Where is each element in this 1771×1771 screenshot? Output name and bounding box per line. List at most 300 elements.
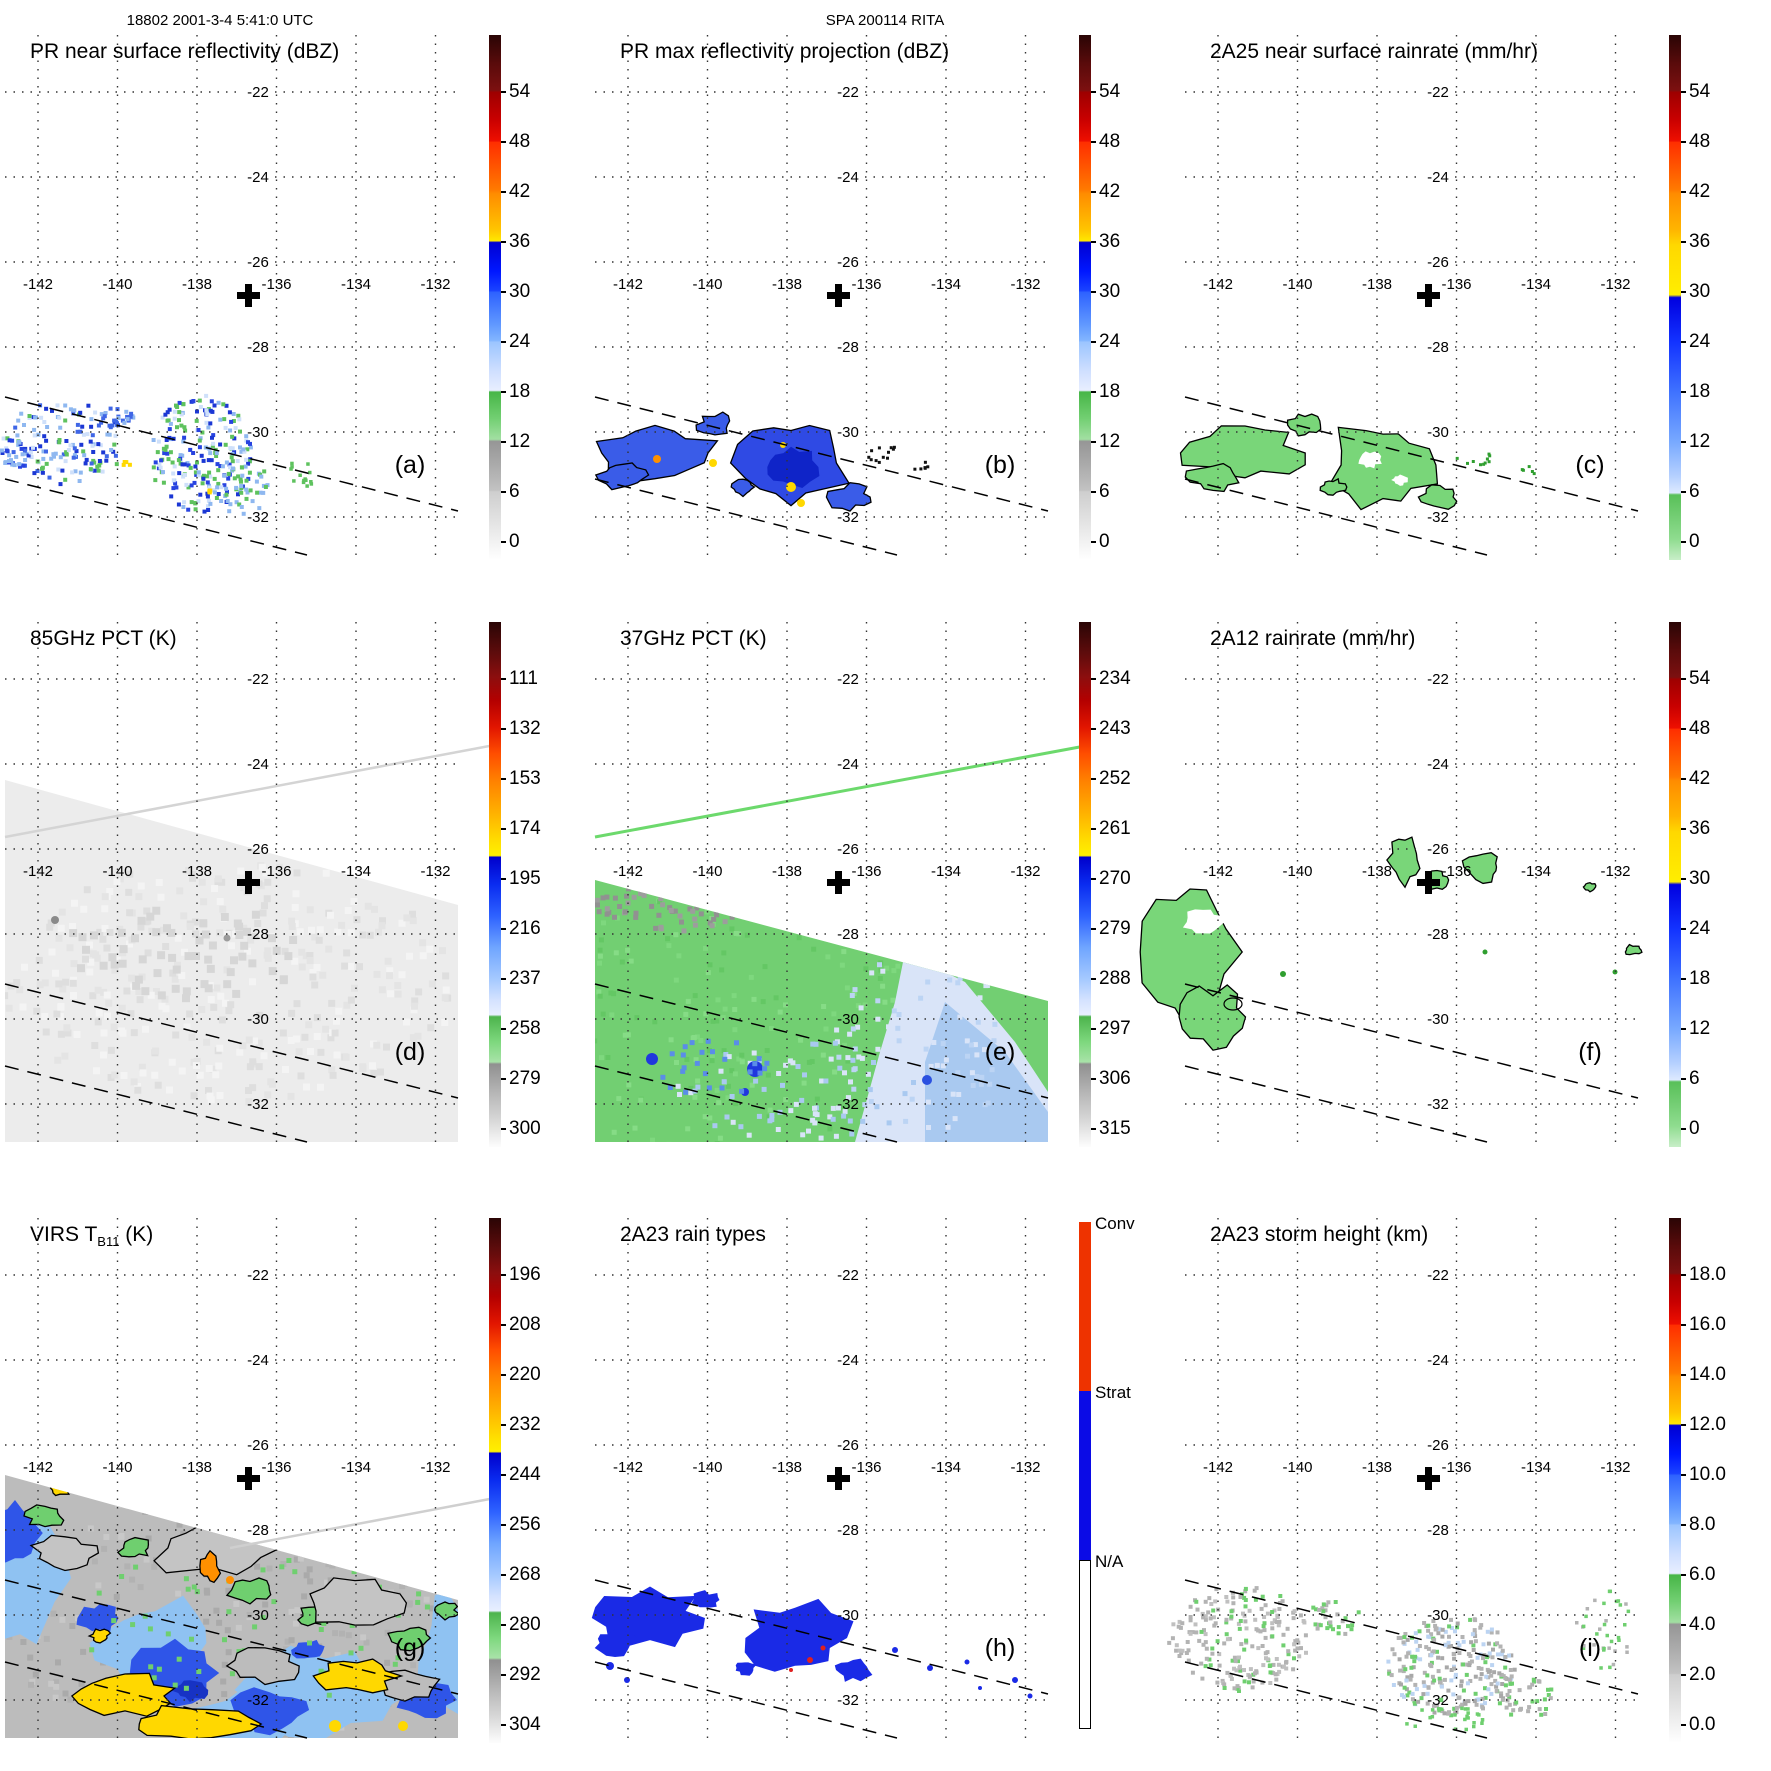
data-speckle <box>1292 1656 1296 1660</box>
data-speckle <box>887 451 890 454</box>
data-speckle <box>1204 1600 1208 1604</box>
data-speckle <box>289 1609 295 1615</box>
lon-label: -134 <box>930 276 962 293</box>
data-speckle <box>174 404 178 408</box>
data-speckle <box>1437 1709 1441 1713</box>
colorbar-tick <box>1681 1724 1686 1726</box>
data-speckle <box>215 496 219 500</box>
data-speckle <box>108 424 112 428</box>
data-speckle <box>1476 1712 1480 1716</box>
data-speckle <box>384 1660 390 1666</box>
colorbar-tick-label: 30 <box>1689 868 1711 889</box>
data-speckle <box>1449 1618 1453 1622</box>
data-speckle <box>360 1634 366 1640</box>
data-speckle <box>296 1048 303 1055</box>
data-blob <box>1179 985 1245 1050</box>
data-speckle <box>63 1024 70 1031</box>
data-speckle <box>197 428 201 432</box>
data-speckle <box>1291 1667 1295 1671</box>
data-speckle <box>1189 1632 1193 1636</box>
data-speckle <box>601 920 606 925</box>
data-speckle <box>211 885 218 892</box>
colorbar-tick-label: 288 <box>1099 968 1131 989</box>
data-speckle <box>1487 1642 1491 1646</box>
data-speckle <box>806 1129 811 1134</box>
lon-label: -136 <box>851 276 882 293</box>
data-speckle <box>77 964 85 972</box>
data-speckle <box>1229 1615 1233 1619</box>
data-speckle <box>1213 1599 1217 1603</box>
data-speckle <box>870 449 873 452</box>
data-speckle <box>252 1624 257 1629</box>
data-speckle <box>183 473 187 477</box>
data-speckle <box>228 942 235 949</box>
data-speckle <box>307 1641 312 1646</box>
data-speckle <box>1433 1624 1437 1628</box>
data-speckle <box>171 486 175 490</box>
data-speckle <box>925 1021 930 1026</box>
data-speckle <box>309 480 313 484</box>
colorbar-block-conv <box>1079 1222 1091 1391</box>
data-speckle <box>1199 1662 1203 1666</box>
data-speckle <box>167 457 171 461</box>
header-timestamp: 18802 2001-3-4 5:41:0 UTC <box>126 12 314 29</box>
data-speckle <box>1437 1669 1441 1673</box>
data-speckle <box>325 946 332 953</box>
data-speckle <box>924 461 927 464</box>
data-speckle <box>983 983 988 988</box>
data-speckle <box>33 1672 39 1678</box>
data-speckle <box>721 950 726 955</box>
data-speckle <box>235 923 243 931</box>
lat-label: -32 <box>837 509 859 526</box>
data-speckle <box>1284 1660 1288 1664</box>
colorbar-tick <box>1681 1274 1686 1276</box>
panel-a <box>0 0 590 552</box>
data-speckle <box>837 1066 842 1071</box>
colorbar-tick-label: 14.0 <box>1689 1364 1726 1385</box>
lat-label: -26 <box>247 841 269 858</box>
data-speckle <box>200 898 207 905</box>
colorbar-tick <box>501 91 506 93</box>
data-speckle <box>231 467 235 471</box>
panel-e <box>590 587 1180 1139</box>
data-speckle <box>189 466 193 470</box>
data-speckle <box>184 483 188 487</box>
data-speckle <box>53 1684 59 1690</box>
data-speckle <box>307 1578 313 1584</box>
data-speckle <box>1480 1705 1484 1709</box>
data-speckle <box>941 1041 946 1046</box>
data-speckle <box>163 924 171 932</box>
data-speckle <box>1429 1653 1433 1657</box>
lat-label: -24 <box>837 756 859 773</box>
data-dot <box>922 1075 932 1085</box>
data-speckle <box>230 1671 235 1676</box>
data-speckle <box>806 915 811 920</box>
colorbar-tick-label: 0 <box>1689 531 1700 552</box>
data-speckle <box>410 917 417 924</box>
data-speckle <box>221 464 225 468</box>
colorbar-tick <box>1091 441 1096 443</box>
data-speckle <box>229 420 233 424</box>
data-speckle <box>332 1630 338 1636</box>
data-speckle <box>315 1542 321 1548</box>
panel-title-part: (K) <box>119 1223 154 1246</box>
data-speckle <box>59 909 66 916</box>
data-speckle <box>169 1503 175 1509</box>
data-speckle <box>1598 1627 1602 1631</box>
data-speckle <box>1432 1679 1436 1683</box>
data-speckle <box>338 922 345 929</box>
data-speckle <box>722 1057 727 1062</box>
data-speckle <box>1483 1701 1487 1705</box>
colorbar-tick <box>1681 1624 1686 1626</box>
colorbar-tick <box>501 978 506 980</box>
data-speckle <box>238 953 246 961</box>
storm-center-marker <box>237 284 260 307</box>
data-speckle <box>1286 1649 1290 1653</box>
data-speckle <box>298 1072 305 1079</box>
data-speckle <box>1426 1635 1430 1639</box>
data-speckle <box>415 988 422 995</box>
colorbar-tick-label: 18 <box>1689 381 1711 402</box>
data-speckle <box>1610 1640 1614 1644</box>
data-dot <box>892 1647 898 1653</box>
data-speckle <box>298 1556 304 1562</box>
data-speckle <box>1263 1628 1267 1632</box>
data-speckle <box>182 500 186 504</box>
data-speckle <box>611 991 616 996</box>
data-speckle <box>955 980 960 985</box>
data-speckle <box>203 1619 209 1625</box>
data-speckle <box>711 917 716 922</box>
data-speckle <box>69 1623 75 1629</box>
data-speckle <box>599 1055 604 1060</box>
data-speckle <box>97 1591 102 1596</box>
panel-c <box>1180 0 1770 552</box>
data-speckle <box>971 1083 976 1088</box>
data-speckle <box>142 1509 148 1515</box>
data-speckle <box>1260 1607 1264 1611</box>
data-speckle <box>352 1569 357 1574</box>
storm-center-marker <box>827 1467 850 1490</box>
data-speckle <box>674 1060 679 1065</box>
lon-label: -142 <box>22 1459 54 1476</box>
data-speckle <box>637 887 642 892</box>
data-speckle <box>210 410 214 414</box>
data-speckle <box>222 474 226 478</box>
data-speckle <box>1438 1677 1442 1681</box>
data-speckle <box>829 929 834 934</box>
data-speckle <box>609 1012 614 1017</box>
data-speckle <box>1178 1654 1182 1658</box>
data-speckle <box>171 472 175 476</box>
data-speckle <box>1251 1685 1255 1689</box>
data-speckle <box>293 1035 300 1042</box>
data-speckle <box>97 469 101 473</box>
data-speckle <box>878 446 881 449</box>
lon-label: -134 <box>1520 863 1552 880</box>
data-speckle <box>1466 1711 1470 1715</box>
data-speckle <box>1481 1656 1485 1660</box>
data-speckle <box>1624 1602 1628 1606</box>
data-speckle <box>1196 1608 1200 1612</box>
lat-label: -28 <box>1427 1522 1449 1539</box>
colorbar-tick-label: 0.0 <box>1689 1714 1716 1735</box>
data-speckle <box>101 470 105 474</box>
data-speckle <box>1473 1617 1477 1621</box>
panel-title-d <box>30 627 177 651</box>
data-speckle <box>682 928 687 933</box>
data-speckle <box>347 963 354 970</box>
data-speckle <box>1416 1700 1420 1704</box>
data-speckle <box>288 1010 295 1017</box>
data-speckle <box>145 949 152 956</box>
data-speckle <box>680 894 685 899</box>
data-speckle <box>739 1089 744 1094</box>
data-speckle <box>626 1082 631 1087</box>
colorbar-tick <box>501 391 506 393</box>
data-speckle <box>1215 1681 1219 1685</box>
colorbar-tick-label: 232 <box>509 1414 541 1435</box>
data-speckle <box>836 1055 841 1060</box>
data-speckle <box>1171 1636 1175 1640</box>
data-speckle <box>246 1037 253 1044</box>
data-speckle <box>152 1048 159 1055</box>
data-speckle <box>613 896 618 901</box>
colorbar-tick <box>501 1374 506 1376</box>
data-speckle <box>1264 1603 1268 1607</box>
lat-label: -26 <box>837 1437 859 1454</box>
data-speckle <box>215 485 219 489</box>
data-speckle <box>226 1609 231 1614</box>
colorbar-tick <box>1091 1078 1096 1080</box>
data-speckle <box>425 1605 430 1610</box>
lat-label: -22 <box>247 671 269 688</box>
data-speckle <box>319 972 326 979</box>
colorbar-tick-label: 48 <box>509 131 531 152</box>
data-speckle <box>239 484 243 488</box>
data-speckle <box>230 956 238 964</box>
colorbar-tick <box>1091 341 1096 343</box>
data-speckle <box>119 1005 126 1012</box>
data-speckle <box>92 1558 98 1564</box>
data-speckle <box>1506 1693 1510 1697</box>
data-speckle <box>1319 1623 1323 1627</box>
data-speckle <box>183 987 191 995</box>
data-speckle <box>684 1057 689 1062</box>
data-speckle <box>86 969 93 976</box>
data-speckle <box>112 443 116 447</box>
data-speckle <box>918 996 923 1001</box>
data-speckle <box>341 963 348 970</box>
data-speckle <box>892 1008 897 1013</box>
data-speckle <box>1496 1630 1500 1634</box>
data-speckle <box>892 448 895 451</box>
data-speckle <box>130 1622 135 1627</box>
data-speckle <box>620 960 625 965</box>
data-speckle <box>218 443 222 447</box>
data-speckle <box>860 1119 865 1124</box>
colorbar-a <box>489 35 501 560</box>
data-speckle <box>307 1048 314 1055</box>
data-speckle <box>1186 1640 1190 1644</box>
colorbar-block-label: N/A <box>1095 1552 1124 1571</box>
data-speckle <box>880 984 885 989</box>
data-speckle <box>58 925 65 932</box>
data-speckle <box>752 1061 757 1066</box>
data-speckle <box>239 491 243 495</box>
data-speckle <box>1486 1687 1490 1691</box>
data-speckle <box>74 1031 81 1038</box>
data-speckle <box>1171 1622 1175 1626</box>
data-dot <box>1280 971 1286 977</box>
data-speckle <box>314 1033 321 1040</box>
data-speckle <box>286 1558 291 1563</box>
data-speckle <box>205 421 209 425</box>
colorbar-tick <box>1681 441 1686 443</box>
lat-label: -24 <box>247 169 269 186</box>
data-speckle <box>1463 1718 1467 1722</box>
data-speckle <box>414 1573 420 1579</box>
data-speckle <box>292 479 296 483</box>
lat-label: -24 <box>1427 756 1449 773</box>
data-speckle <box>323 870 330 877</box>
data-speckle <box>1274 1678 1278 1682</box>
colorbar-tick <box>501 678 506 680</box>
data-speckle <box>1247 1680 1251 1684</box>
data-speckle <box>181 505 185 509</box>
data-speckle <box>172 985 180 993</box>
data-speckle <box>1415 1687 1419 1691</box>
lon-label: -136 <box>851 863 882 880</box>
data-speckle <box>203 1039 210 1046</box>
panel-f <box>1180 587 1770 1139</box>
panel-letter: (g) <box>394 1634 426 1662</box>
data-speckle <box>660 1075 665 1080</box>
data-speckle <box>349 1650 354 1655</box>
data-speckle <box>218 1518 224 1524</box>
data-speckle <box>185 1495 191 1501</box>
colorbar-tick-label: 244 <box>509 1464 541 1485</box>
data-speckle <box>719 1069 724 1074</box>
data-speckle <box>913 1045 918 1050</box>
data-speckle <box>442 994 449 1001</box>
data-speckle <box>1490 1628 1494 1632</box>
lon-label: -136 <box>261 1459 292 1476</box>
data-speckle <box>1451 1692 1455 1696</box>
data-speckle <box>926 957 931 962</box>
lon-label: -138 <box>181 276 213 293</box>
data-speckle <box>377 1069 384 1076</box>
data-speckle <box>623 909 628 914</box>
data-speckle <box>216 1045 223 1052</box>
colorbar-tick-label: 270 <box>1099 868 1131 889</box>
data-speckle <box>193 1062 200 1069</box>
data-speckle <box>1468 1618 1472 1622</box>
data-speckle <box>1472 1721 1476 1725</box>
data-speckle <box>729 926 734 931</box>
data-speckle <box>1420 1708 1424 1712</box>
data-speckle <box>778 1010 783 1015</box>
map-a <box>5 35 458 555</box>
data-speckle <box>280 976 288 984</box>
lon-label: -136 <box>1441 863 1472 880</box>
data-speckle <box>1237 1656 1241 1660</box>
data-speckle <box>1593 1599 1597 1603</box>
data-speckle <box>712 1123 717 1128</box>
data-speckle <box>1480 1722 1484 1726</box>
data-speckle <box>386 972 393 979</box>
data-speckle <box>1599 1666 1603 1670</box>
data-speckle <box>236 414 240 418</box>
data-speckle <box>1507 1654 1511 1658</box>
lon-label: -138 <box>771 863 803 880</box>
data-speckle <box>1509 1668 1513 1672</box>
data-speckle <box>71 960 78 967</box>
data-speckle <box>1398 1657 1402 1661</box>
colorbar-tick-label: 24 <box>1689 918 1711 939</box>
data-speckle <box>206 508 210 512</box>
data-speckle <box>173 417 177 421</box>
data-speckle <box>168 954 176 962</box>
data-speckle <box>244 458 248 462</box>
data-speckle <box>13 463 17 467</box>
data-speckle <box>1586 1607 1590 1611</box>
data-speckle <box>732 1027 737 1032</box>
data-speckle <box>953 1116 958 1121</box>
data-speckle <box>1222 1641 1226 1645</box>
data-speckle <box>309 1739 315 1745</box>
data-speckle <box>931 1040 936 1045</box>
data-speckle <box>225 1007 232 1014</box>
lat-label: -26 <box>837 254 859 271</box>
colorbar-tick <box>1681 1028 1686 1030</box>
colorbar-tick <box>501 778 506 780</box>
data-speckle <box>1491 1648 1495 1652</box>
data-speckle <box>210 458 214 462</box>
data-speckle <box>1508 1678 1512 1682</box>
data-speckle <box>1428 1716 1432 1720</box>
data-speckle <box>728 906 733 911</box>
data-speckle <box>1270 1634 1274 1638</box>
data-speckle <box>1411 1692 1415 1696</box>
colorbar-tick <box>1681 291 1686 293</box>
lat-label: -24 <box>1427 1352 1449 1369</box>
data-speckle <box>1233 1656 1237 1660</box>
data-speckle <box>1443 1678 1447 1682</box>
colorbar-tick <box>1681 1674 1686 1676</box>
data-speckle <box>169 494 173 498</box>
data-speckle <box>404 1575 410 1581</box>
data-speckle <box>1297 1654 1301 1658</box>
data-speckle <box>693 883 698 888</box>
colorbar-tick <box>1681 1524 1686 1526</box>
data-speckle <box>875 1017 880 1022</box>
data-speckle <box>101 1546 107 1552</box>
lat-label: -26 <box>1427 1437 1449 1454</box>
data-speckle <box>48 1681 54 1687</box>
data-speckle <box>590 972 595 977</box>
colorbar-tick <box>1681 928 1686 930</box>
data-speckle <box>703 946 708 951</box>
data-speckle <box>152 438 156 442</box>
colorbar-tick <box>501 878 506 880</box>
data-speckle <box>1244 1639 1248 1643</box>
data-speckle <box>710 1058 715 1063</box>
data-speckle <box>911 1080 916 1085</box>
